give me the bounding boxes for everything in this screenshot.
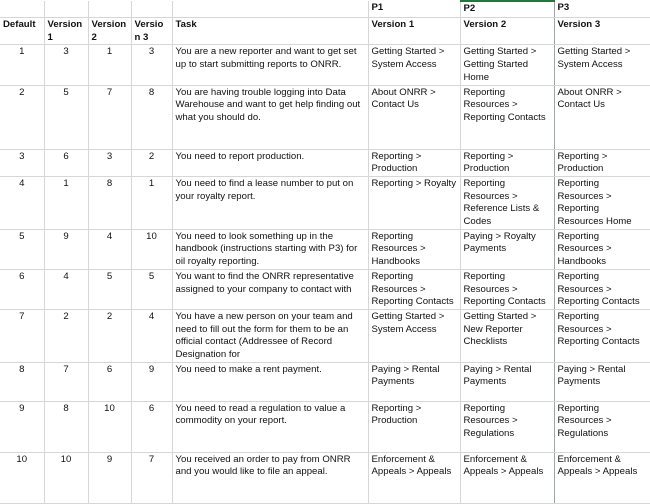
p1-path[interactable]: Reporting > Royalty	[368, 176, 460, 229]
version-3-value[interactable]: 7	[131, 452, 172, 503]
table-row	[0, 45, 650, 85]
version-2-value[interactable]: 1	[88, 45, 131, 85]
task-text[interactable]: You need to find a lease number to put on your royalty report.	[172, 176, 368, 229]
default-value[interactable]: 5	[0, 229, 44, 269]
task-text[interactable]: You need to make a rent payment.	[172, 362, 368, 401]
header-p2[interactable]: P2	[460, 1, 554, 18]
p3-path[interactable]: Reporting Resources > Reporting Resources Home	[554, 176, 650, 229]
task-text[interactable]: You have a new person on your team and need to fill out the form for them to be an official contact (Addressee of Record Designation for	[172, 309, 368, 362]
version-1-value[interactable]: 4	[44, 269, 88, 309]
version-3-value[interactable]: 6	[131, 401, 172, 452]
version-2-value[interactable]: 3	[88, 149, 131, 176]
p3-path[interactable]: Paying > Rental Payments	[554, 362, 650, 401]
p3-path[interactable]: Getting Started > System Access	[554, 45, 650, 85]
p1-path[interactable]: Getting Started > System Access	[368, 45, 460, 85]
version-3-value[interactable]: 1	[131, 176, 172, 229]
p3-path[interactable]: About ONRR > Contact Us	[554, 85, 650, 149]
header-p1[interactable]: P1	[368, 1, 460, 18]
cell[interactable]	[88, 1, 131, 18]
default-value[interactable]: 4	[0, 176, 44, 229]
p3-path[interactable]: Enforcement & Appeals > Appeals	[554, 452, 650, 503]
cell[interactable]	[0, 1, 44, 18]
p2-path[interactable]: Paying > Royalty Payments	[460, 229, 554, 269]
p2-path[interactable]: Reporting Resources > Regulations	[460, 401, 554, 452]
version-1-value[interactable]: 1	[44, 176, 88, 229]
table-row	[0, 362, 650, 401]
version-1-value[interactable]: 5	[44, 85, 88, 149]
table-row	[0, 309, 650, 362]
version-2-value[interactable]: 2	[88, 309, 131, 362]
task-text[interactable]: You need to look something up in the handbook (instructions starting with P3) for oil royalty reporting.	[172, 229, 368, 269]
version-2-value[interactable]: 4	[88, 229, 131, 269]
p2-path[interactable]: Reporting > Production	[460, 149, 554, 176]
p2-path[interactable]: Enforcement & Appeals > Appeals	[460, 452, 554, 503]
version-1-value[interactable]: 6	[44, 149, 88, 176]
p1-path[interactable]: Reporting Resources > Handbooks	[368, 229, 460, 269]
p1-path[interactable]: Reporting > Production	[368, 149, 460, 176]
version-2-value[interactable]: 5	[88, 269, 131, 309]
default-value[interactable]: 7	[0, 309, 44, 362]
version-2-value[interactable]: 10	[88, 401, 131, 452]
default-value[interactable]: 6	[0, 269, 44, 309]
task-text[interactable]: You want to find the ONRR representative assigned to your company to contact with	[172, 269, 368, 309]
p3-path[interactable]: Reporting Resources > Regulations	[554, 401, 650, 452]
cell[interactable]	[131, 1, 172, 18]
version-3-value[interactable]: 2	[131, 149, 172, 176]
default-value[interactable]: 9	[0, 401, 44, 452]
p2-path[interactable]: Reporting Resources > Reporting Contacts	[460, 269, 554, 309]
header-p3[interactable]: P3	[554, 1, 650, 18]
table-row	[0, 452, 650, 503]
version-1-value[interactable]: 7	[44, 362, 88, 401]
p1-path[interactable]: Reporting Resources > Reporting Contacts	[368, 269, 460, 309]
version-1-value[interactable]: 9	[44, 229, 88, 269]
default-value[interactable]: 10	[0, 452, 44, 503]
table-row	[0, 229, 650, 269]
p1-path[interactable]: Paying > Rental Payments	[368, 362, 460, 401]
header-default[interactable]: Default	[0, 18, 44, 45]
version-3-value[interactable]: 8	[131, 85, 172, 149]
header-version-3[interactable]: Version 3	[131, 18, 172, 45]
version-2-value[interactable]: 6	[88, 362, 131, 401]
table-row	[0, 149, 650, 176]
p3-path[interactable]: Reporting Resources > Handbooks	[554, 229, 650, 269]
task-text[interactable]: You need to report production.	[172, 149, 368, 176]
p2-path[interactable]: Paying > Rental Payments	[460, 362, 554, 401]
p1-path[interactable]: Reporting > Production	[368, 401, 460, 452]
version-2-value[interactable]: 9	[88, 452, 131, 503]
p2-path[interactable]: Reporting Resources > Reference Lists & Codes	[460, 176, 554, 229]
task-text[interactable]: You need to read a regulation to value a commodity on your report.	[172, 401, 368, 452]
version-2-value[interactable]: 7	[88, 85, 131, 149]
task-text[interactable]: You are having trouble logging into Data Warehouse and want to get help finding out what you should do.	[172, 85, 368, 149]
cell[interactable]	[44, 1, 88, 18]
version-1-value[interactable]: 2	[44, 309, 88, 362]
header-task[interactable]: Task	[172, 18, 368, 45]
p2-path[interactable]: Getting Started > New Reporter Checklists	[460, 309, 554, 362]
header-version-1[interactable]: Version 1	[44, 18, 88, 45]
default-value[interactable]: 8	[0, 362, 44, 401]
p1-path[interactable]: About ONRR > Contact Us	[368, 85, 460, 149]
default-value[interactable]: 3	[0, 149, 44, 176]
header-p3-version-3[interactable]: Version 3	[554, 18, 650, 45]
default-value[interactable]: 2	[0, 85, 44, 149]
default-value[interactable]: 1	[0, 45, 44, 85]
header-row-top	[0, 1, 650, 18]
version-3-value[interactable]: 9	[131, 362, 172, 401]
version-3-value[interactable]: 10	[131, 229, 172, 269]
header-p2-version-2[interactable]: Version 2	[460, 18, 554, 45]
header-row	[0, 18, 650, 45]
header-p1-version-1[interactable]: Version 1	[368, 18, 460, 45]
table-row	[0, 85, 650, 149]
version-3-value[interactable]: 4	[131, 309, 172, 362]
p3-path[interactable]: Reporting Resources > Reporting Contacts	[554, 309, 650, 362]
task-text[interactable]: You received an order to pay from ONRR and you would like to file an appeal.	[172, 452, 368, 503]
version-3-value[interactable]: 3	[131, 45, 172, 85]
task-text[interactable]: You are a new reporter and want to get set up to start submitting reports to ONRR.	[172, 45, 368, 85]
table-row	[0, 176, 650, 229]
table-row	[0, 269, 650, 309]
version-1-value[interactable]: 8	[44, 401, 88, 452]
version-3-value[interactable]: 5	[131, 269, 172, 309]
version-2-value[interactable]: 8	[88, 176, 131, 229]
p2-path[interactable]: Getting Started > Getting Started Home	[460, 45, 554, 85]
p2-path[interactable]: Reporting Resources > Reporting Contacts	[460, 85, 554, 149]
cell[interactable]	[172, 1, 368, 18]
p1-path[interactable]: Enforcement & Appeals > Appeals	[368, 452, 460, 503]
version-1-value[interactable]: 3	[44, 45, 88, 85]
version-1-value[interactable]: 10	[44, 452, 88, 503]
header-version-2[interactable]: Version 2	[88, 18, 131, 45]
p1-path[interactable]: Getting Started > System Access	[368, 309, 460, 362]
p3-path[interactable]: Reporting > Production	[554, 149, 650, 176]
p3-path[interactable]: Reporting Resources > Reporting Contacts	[554, 269, 650, 309]
